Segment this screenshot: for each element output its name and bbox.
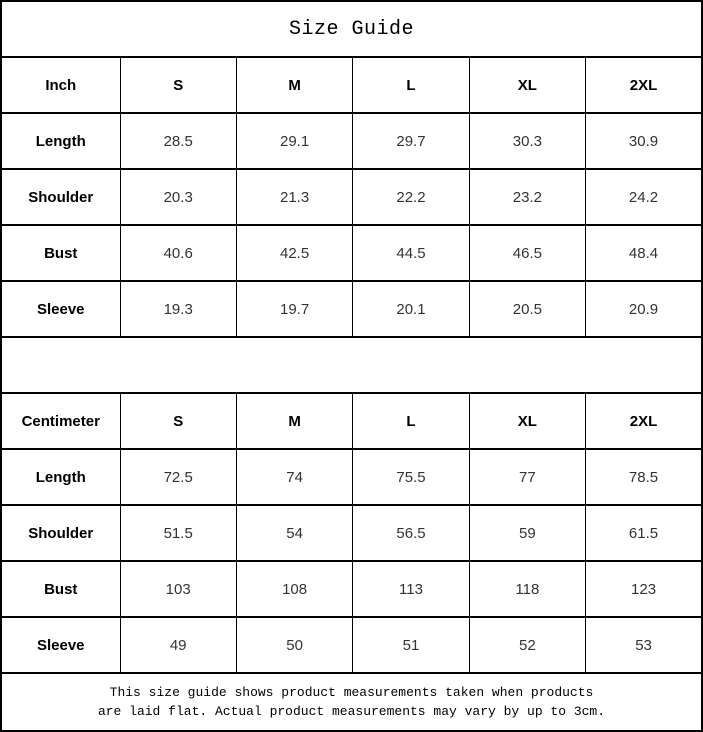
size-header-xl: XL [469,393,585,449]
measurement-value: 20.9 [586,281,702,337]
spacer-cell [1,337,702,393]
size-header-l: L [353,393,469,449]
table-row-cm-bust [1,561,702,617]
measurement-value: 48.4 [586,225,702,281]
footer-line-1: This size guide shows product measurements taken when products [109,684,594,700]
measurement-value: 30.3 [469,113,585,169]
measurement-value: 51 [353,617,469,673]
table-row-cm-shoulder [1,505,702,561]
measurement-label: Shoulder [1,505,120,561]
measurement-value: 108 [236,561,352,617]
measurement-value: 61.5 [586,505,702,561]
measurement-value: 53 [586,617,702,673]
footer-note [1,673,702,731]
measurement-label: Bust [1,561,120,617]
size-header-2xl: 2XL [586,393,702,449]
measurement-label: Sleeve [1,281,120,337]
measurement-value: 74 [236,449,352,505]
measurement-value: 19.3 [120,281,236,337]
size-header-m: M [236,393,352,449]
page-title: Size Guide [1,1,702,57]
cm-header-row [1,393,702,449]
size-header-2xl: 2XL [586,57,702,113]
measurement-value: 23.2 [469,169,585,225]
unit-header-centimeter: Centimeter [1,393,120,449]
measurement-value: 103 [120,561,236,617]
measurement-value: 21.3 [236,169,352,225]
inch-header-row [1,57,702,113]
measurement-value: 52 [469,617,585,673]
measurement-value: 30.9 [586,113,702,169]
measurement-value: 113 [353,561,469,617]
footer-line-2: are laid flat. Actual product measurements may vary by up to 3cm. [97,704,606,719]
measurement-value: 40.6 [120,225,236,281]
table-row-inch-bust [1,225,702,281]
measurement-value: 42.5 [236,225,352,281]
measurement-value: 20.1 [353,281,469,337]
table-row-cm-length [1,449,702,505]
measurement-value: 19.7 [236,281,352,337]
measurement-value: 123 [586,561,702,617]
size-header-m: M [236,57,352,113]
size-header-xl: XL [469,57,585,113]
table-row-inch-length [1,113,702,169]
size-header-s: S [120,393,236,449]
measurement-value: 78.5 [586,449,702,505]
measurement-value: 50 [236,617,352,673]
measurement-value: 59 [469,505,585,561]
measurement-label: Shoulder [1,169,120,225]
measurement-value: 20.3 [120,169,236,225]
measurement-label: Sleeve [1,617,120,673]
measurement-value: 118 [469,561,585,617]
measurement-value: 75.5 [353,449,469,505]
measurement-value: 24.2 [586,169,702,225]
measurement-value: 54 [236,505,352,561]
measurement-label: Length [1,113,120,169]
size-header-s: S [120,57,236,113]
measurement-value: 20.5 [469,281,585,337]
table-row-cm-sleeve [1,617,702,673]
size-header-l: L [353,57,469,113]
measurement-value: 72.5 [120,449,236,505]
spacer-row [1,337,702,393]
measurement-value: 29.7 [353,113,469,169]
measurement-label: Length [1,449,120,505]
measurement-value: 29.1 [236,113,352,169]
title-row [1,1,702,57]
table-row-inch-shoulder [1,169,702,225]
measurement-value: 22.2 [353,169,469,225]
measurement-value: 51.5 [120,505,236,561]
measurement-value: 28.5 [120,113,236,169]
measurement-value: 49 [120,617,236,673]
measurement-value: 77 [469,449,585,505]
measurement-value: 46.5 [469,225,585,281]
footer-row [1,673,702,731]
measurement-value: 56.5 [353,505,469,561]
table-row-inch-sleeve [1,281,702,337]
measurement-label: Bust [1,225,120,281]
measurement-value: 44.5 [353,225,469,281]
unit-header-inch: Inch [1,57,120,113]
